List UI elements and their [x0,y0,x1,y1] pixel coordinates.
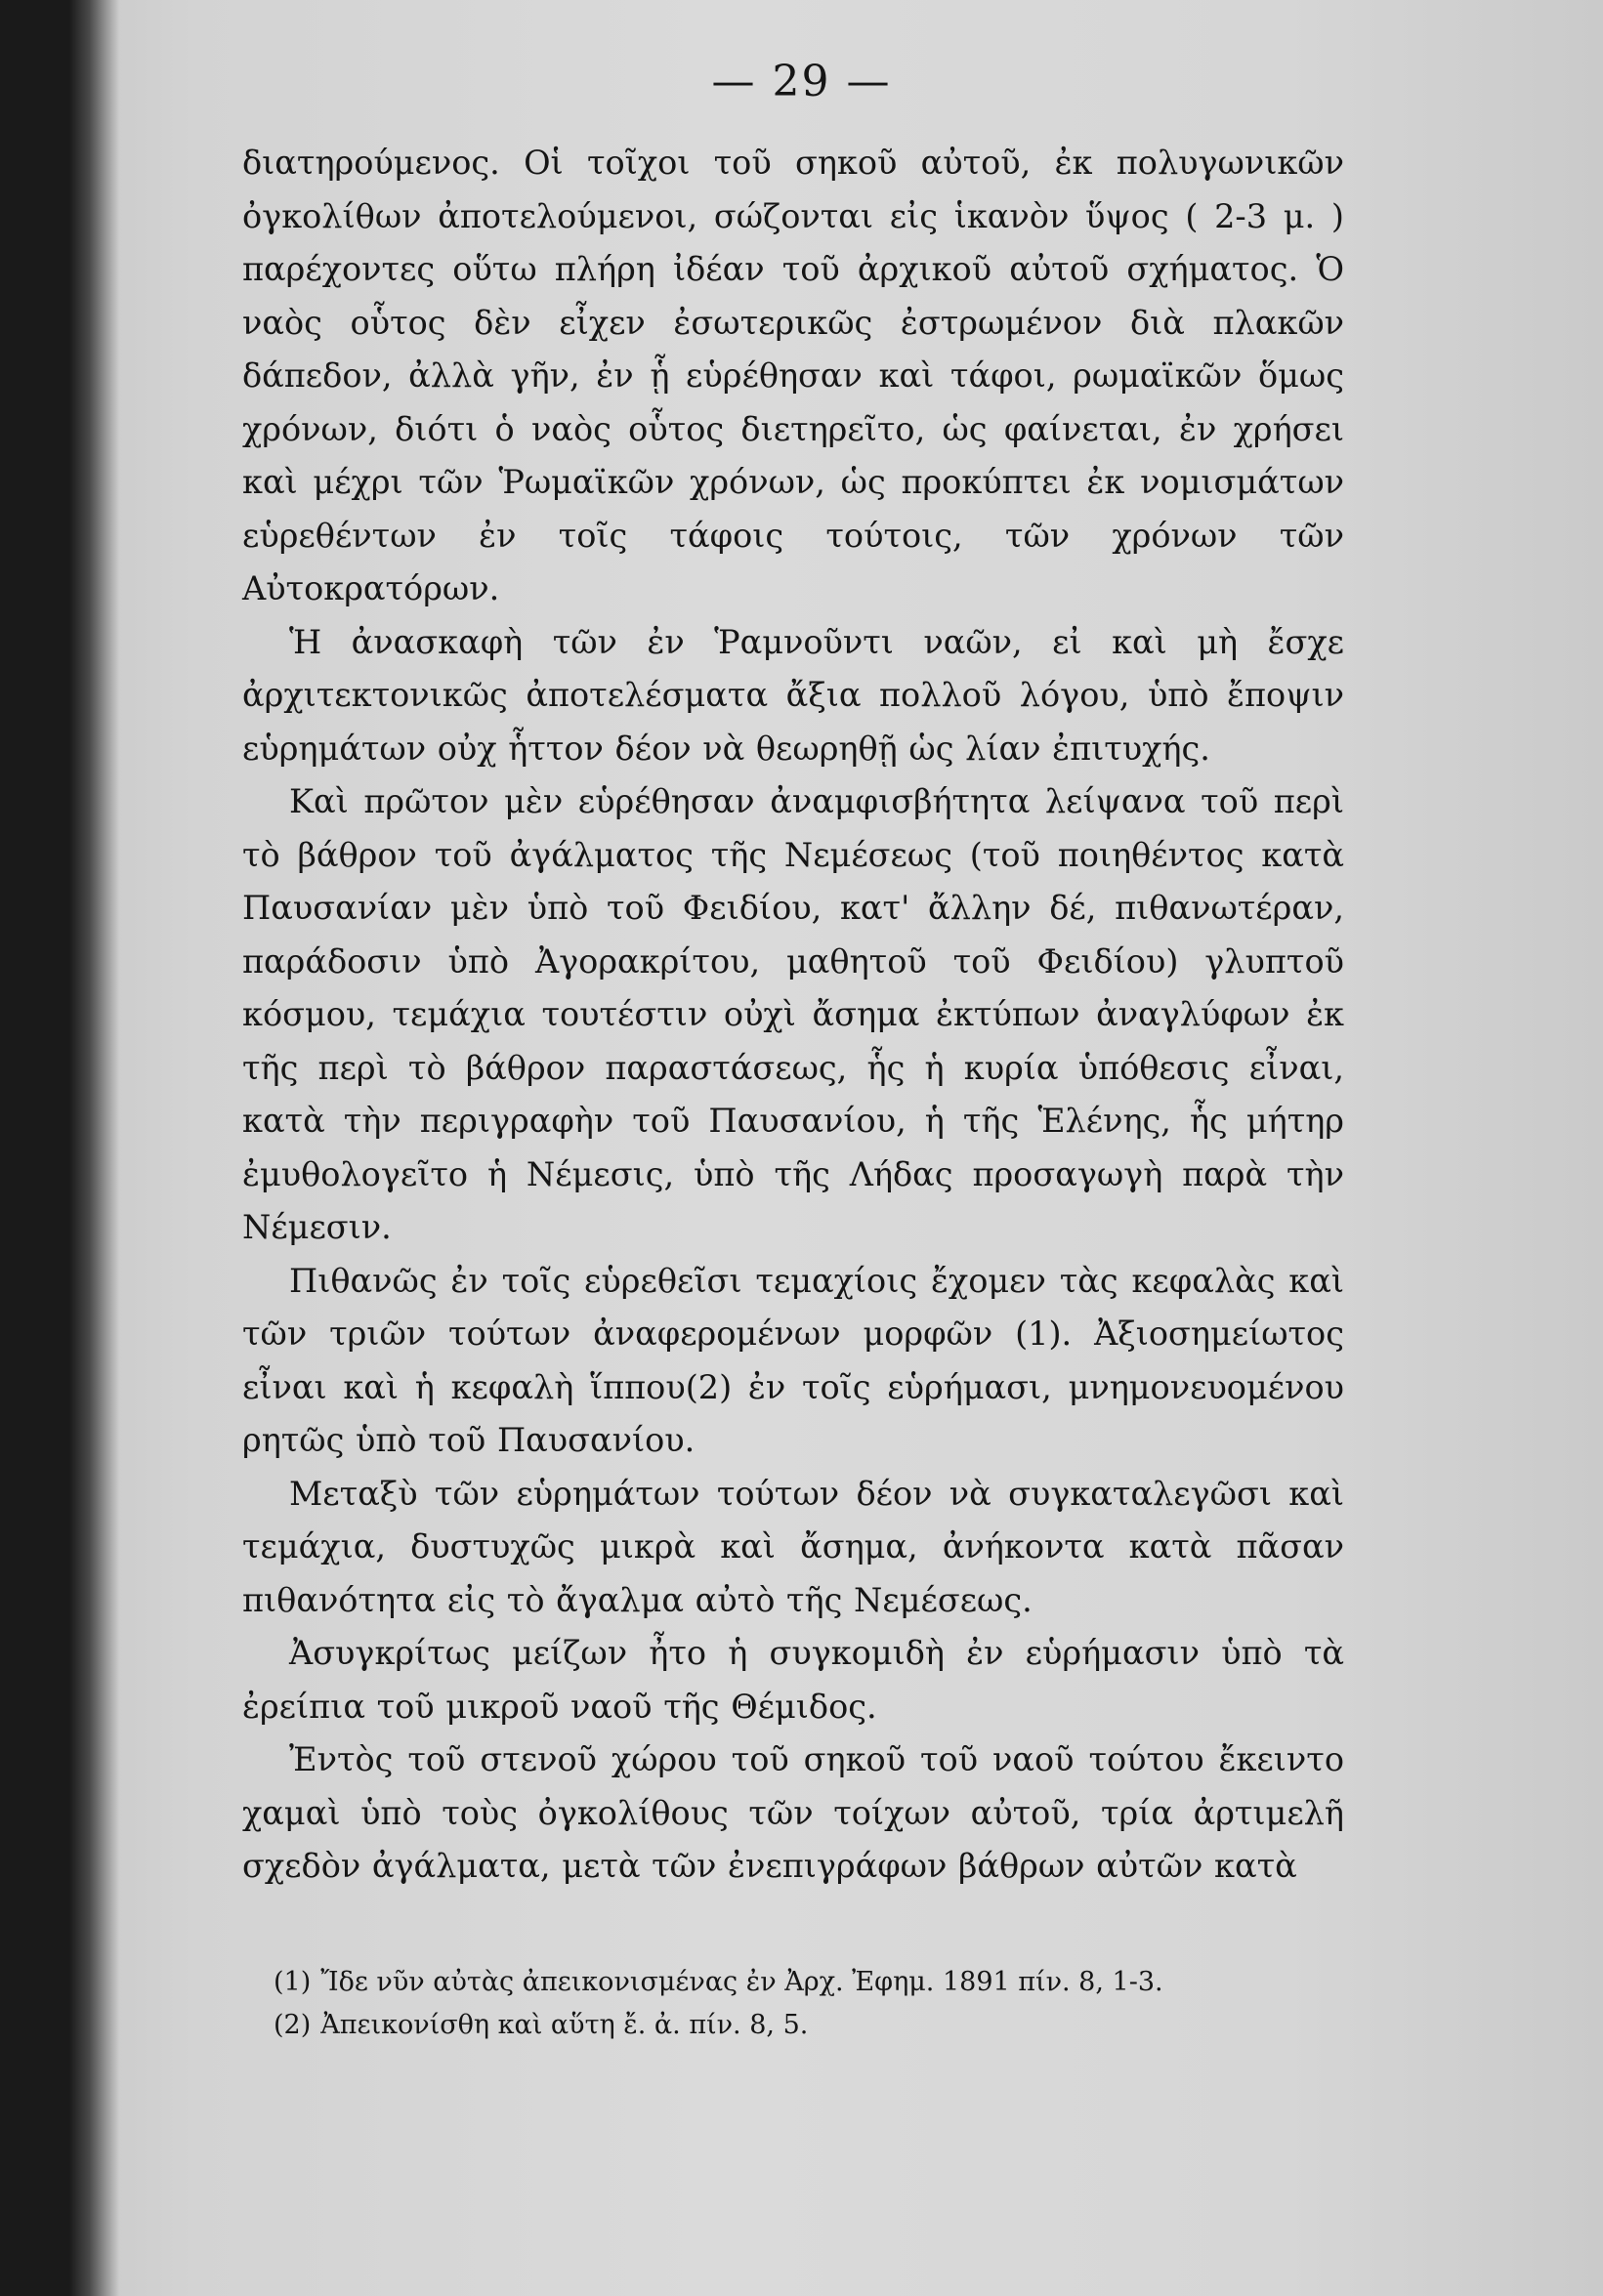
body-text [242,137,1344,1894]
footnote-2 [274,2004,1348,2047]
footnote-2-mark: (2) [274,2010,312,2040]
page-number: — 29 — [711,57,892,106]
paragraph-statues: Ἐντὸς τοῦ στενοῦ χώρου τοῦ σηκοῦ τοῦ ναοῦ τούτου ἔκειντο χαμαὶ ὑπὸ τοὺς ὀγκολίθους τῶν τοίχων αὐτοῦ, τρία ἀρτιμελῆ σχεδὸν ἀγάλματα, μετὰ τῶν ἐνεπιγράφων βάθρων αὐτῶν κατὰ [242,1740,1344,1885]
paragraph-fragments: Μεταξὺ τῶν εὑρημάτων τούτων δέον νὰ συγκαταλεγῶσι καὶ τεμάχια, δυστυχῶς μικρὰ καὶ ἄσημα, ἀνήκοντα κατὰ πᾶσαν πιθανότητα εἰς τὸ ἄγαλμα αὐτὸ τῆς Νεμέσεως. [242,1474,1344,1619]
footnote-1-text: Ἴδε νῦν αὐτὰς ἀπεικονισμένας ἐν Ἀρχ. Ἐφημ. 1891 πίν. 8, 1-3. [320,1967,1163,1997]
paragraph-continued: διατηρούμενος. Οἱ τοῖχοι τοῦ σηκοῦ αὐτοῦ, ἐκ πολυγωνικῶν ὀγκολίθων ἀποτελούμενοι, σώζονται εἰς ἱκανὸν ὕψος ( 2-3 μ. ) παρέχοντες οὕτω πλήρη ἰδέαν τοῦ ἀρχικοῦ αὐτοῦ σχήματος. Ὁ ναὸς οὗτος δὲν εἶχεν ἐσωτερικῶς ἐστρωμένον διὰ πλακῶν δάπεδον, ἀλλὰ γῆν, ἐν ᾗ εὑρέθησαν καὶ τάφοι, ρωμαϊκῶν ὅμως χρόνων, διότι ὁ ναὸς οὗτος διετηρεῖτο, ὡς φαίνεται, ἐν χρήσει καὶ μέχρι τῶν Ῥωμαϊκῶν χρόνων, ὡς προκύπτει ἐκ νομισμάτων εὑρεθέντων ἐν τοῖς τάφοις τούτοις, τῶν χρόνων τῶν Αὐτοκρατόρων. [242,144,1344,607]
paragraph-nemesis-base: Καὶ πρῶτον μὲν εὑρέθησαν ἀναμφισβήτητα λείψανα τοῦ περὶ τὸ βάθρον τοῦ ἀγάλματος τῆς Νεμέσεως (τοῦ ποιηθέντος κατὰ Παυσανίαν μὲν ὑπὸ τοῦ Φειδίου, κατ' ἄλλην δέ, πιθανωτέραν, παράδοσιν ὑπὸ Ἀγορακρίτου, μαθητοῦ τοῦ Φειδίου) γλυπτοῦ κόσμου, τεμάχια τουτέστιν οὐχὶ ἄσημα ἐκτύπων ἀναγλύφων ἐκ τῆς περὶ τὸ βάθρον παραστάσεως, ἧς ἡ κυρία ὑπόθεσις εἶναι, κατὰ τὴν περιγραφὴν τοῦ Παυσανίου, ἡ τῆς Ἑλένης, ἧς μήτηρ ἐμυθολογεῖτο ἡ Νέμεσις, ὑπὸ τῆς Λήδας προσαγωγὴ παρὰ τὴν Νέμεσιν. [242,782,1344,1246]
paragraph-heads: Πιθανῶς ἐν τοῖς εὑρεθεῖσι τεμαχίοις ἔχομεν τὰς κεφαλὰς καὶ τῶν τριῶν τούτων ἀναφερομένων μορφῶν (1). Ἀξιοσημείωτος εἶναι καὶ ἡ κεφαλὴ ἵππου(2) ἐν τοῖς εὑρήμασι, μνημονευομένου ρητῶς ὑπὸ τοῦ Παυσανίου. [242,1261,1344,1459]
footnote-1 [274,1961,1348,2004]
paragraph-excavation: Ἡ ἀνασκαφὴ τῶν ἐν Ῥαμνοῦντι ναῶν, εἰ καὶ μὴ ἔσχε ἀρχιτεκτονικῶς ἀποτελέσματα ἄξια πολλοῦ λόγου, ὑπὸ ἔποψιν εὑρημάτων οὐχ ἧττον δέον νὰ θεωρηθῇ ὡς λίαν ἐπιτυχής. [242,622,1344,768]
paragraph-themis: Ἀσυγκρίτως μείζων ἦτο ἡ συγκομιδὴ ἐν εὑρήμασιν ὑπὸ τὰ ἐρείπια τοῦ μικροῦ ναοῦ τῆς Θέμιδος. [242,1634,1344,1726]
binding-shadow [0,0,119,2296]
footnote-1-mark: (1) [274,1967,312,1997]
footnote-2-text: Ἀπεικονίσθη καὶ αὕτη ἔ. ἀ. πίν. 8, 5. [320,2010,809,2040]
footnotes [274,1961,1348,2047]
